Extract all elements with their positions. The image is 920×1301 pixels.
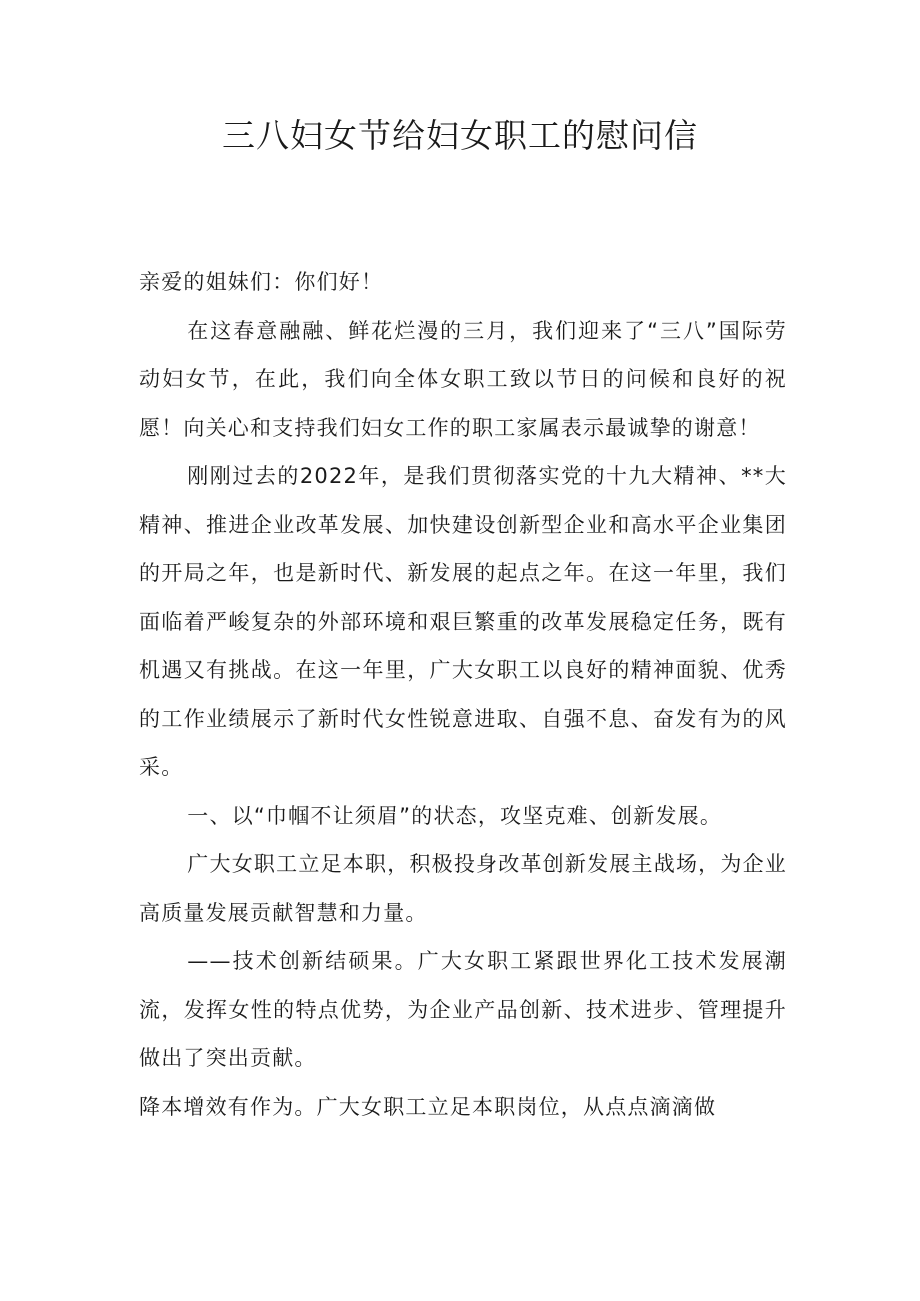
paragraph-cost-reduction: 降本增效有作为。广大女职工立足本职岗位，从点点滴滴做	[139, 1094, 717, 1119]
paragraph-tech-innovation: ——技术创新结硕果。广大女职工紧跟世界化工技术发展潮流，发挥女性的特点优势，为企业产品创新、技术进步、管理提升做出了突出贡献。	[139, 949, 787, 1070]
paragraph-contribution: 广大女职工立足本职，积极投身改革创新发展主战场，为企业高质量发展贡献智慧和力量。	[139, 852, 787, 925]
document-title: 三八妇女节给妇女职工的慰问信	[222, 116, 698, 155]
letter-body	[139, 258, 787, 1131]
paragraph-greeting: 在这春意融融、鲜花烂漫的三月，我们迎来了“三八”国际劳动妇女节，在此，我们向全体女职工致以节日的问候和良好的祝愿！向关心和支持我们妇女工作的职工家属表示最诚挚的谢意！	[139, 318, 787, 440]
section-heading-1: 一、以“巾帼不让须眉”的状态，攻坚克难、创新发展。	[187, 803, 723, 828]
paragraph-review-2022: 刚刚过去的2022年，是我们贯彻落实党的十九大精神、**大精神、推进企业改革发展、加快建设创新型企业和高水平企业集团的开局之年，也是新时代、新发展的起点之年。在这一年里，我们面临着严峻复杂的外部环境和艰巨繁重的改革发展稳定任务，既有机遇又有挑战。在这一年里，广大女职工以良好的精神面貌、优秀的工作业绩展示了新时代女性锐意进取、自强不息、奋发有为的风采。	[139, 464, 787, 779]
salutation: 亲爱的姐妹们：你们好！	[139, 270, 384, 294]
